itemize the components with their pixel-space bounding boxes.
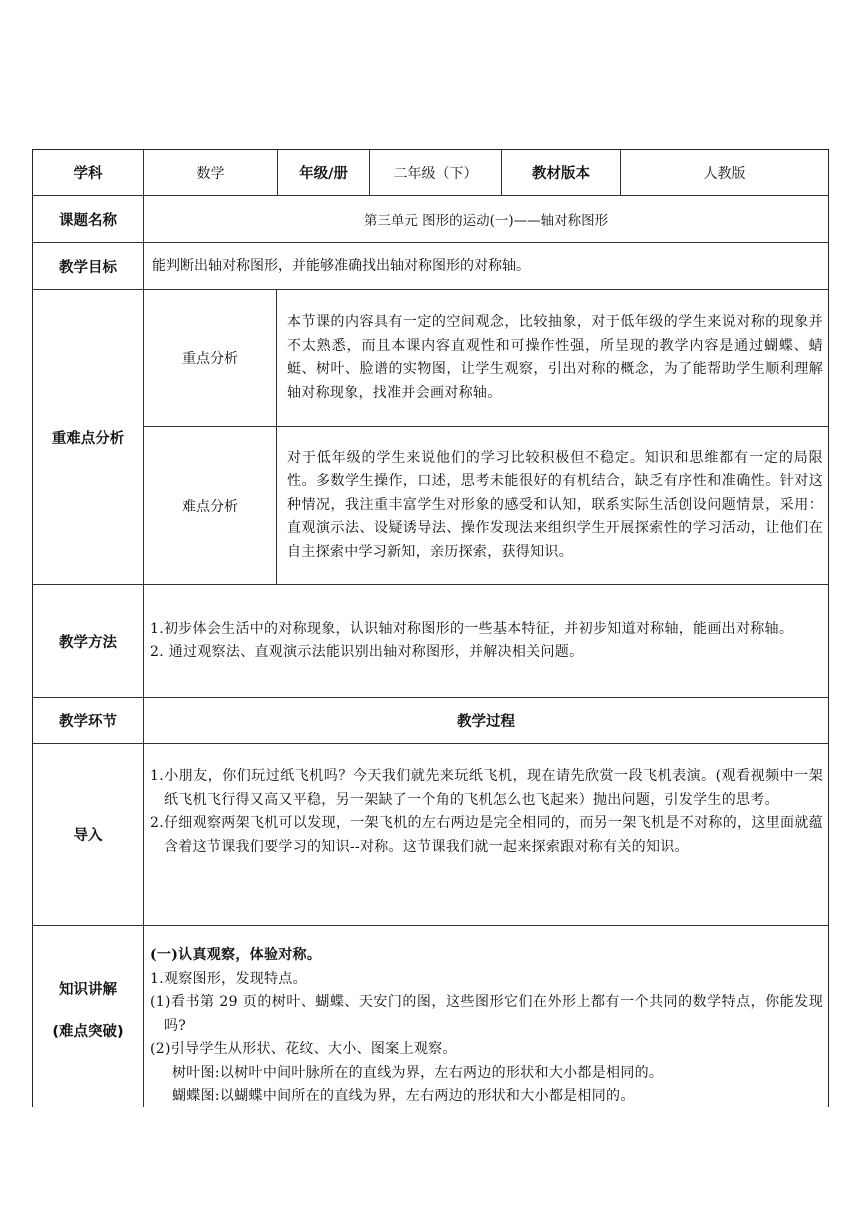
grade-value: 二年级（下） xyxy=(369,150,501,195)
key-analysis-label: 重点分析 xyxy=(182,351,238,367)
knowledge-line-4: 树叶图:以树叶中间叶脉所在的直线为界，左右两边的形状和大小都是相同的。 xyxy=(172,1064,664,1081)
knowledge-label-block xyxy=(33,978,143,1044)
method-cell xyxy=(143,585,828,697)
method-row xyxy=(33,585,828,698)
knowledge-cell xyxy=(143,926,828,1107)
stage-header: 教学环节 xyxy=(59,714,117,730)
goal-label: 教学目标 xyxy=(59,259,117,276)
knowledge-sub-label: (难点突破) xyxy=(52,1024,124,1040)
key-analysis-cell xyxy=(276,290,828,426)
knowledge-heading: (一)认真观察，体验对称。 xyxy=(150,947,322,963)
intro-row xyxy=(33,744,828,926)
subject-label: 学科 xyxy=(73,166,103,182)
subject-value: 数学 xyxy=(143,150,277,195)
intro-item-1: 1.小朋友，你们玩过纸飞机吗？今天我们就先来玩纸飞机，现在请先欣赏一段飞机表演。(观看视频中一架纸飞机飞行得又高又平稳，另一架缺了一个角的飞机怎么也飞起来）抛出问题，引发学生的思考。 xyxy=(150,768,823,808)
edition-value: 人教版 xyxy=(620,150,828,195)
key-analysis-block xyxy=(143,290,828,427)
difficult-analysis-block xyxy=(143,427,828,584)
method-item-2: 2. 通过观察法、直观演示法能识别出轴对称图形，并解决相关问题。 xyxy=(150,644,584,660)
knowledge-row xyxy=(33,926,828,1107)
knowledge-line-1: 1.观察图形，发现特点。 xyxy=(150,970,307,987)
lesson-plan-table xyxy=(32,149,829,1107)
analysis-row xyxy=(33,290,828,585)
difficult-analysis-cell xyxy=(276,427,828,584)
intro-label: 导入 xyxy=(73,828,103,844)
topic-label: 课题名称 xyxy=(59,212,117,229)
difficult-analysis-text: 对于低年级的学生来说他们的学习比较积极但不稳定。知识和思维都有一定的局限性。多数学生操作，口述，思考未能很好的有机结合，缺乏有序性和准确性。针对这种情况，我注重丰富学生对形象的感受和认知，联系实际生活创设问题情景，采用：直观演示法、设疑诱导法、操作发现法来组织学生开展探索性的学习活动，让他们在自主探索中学习新知，亲历探索，获得知识。 xyxy=(287,449,823,560)
knowledge-line-5: 蝴蝶图:以蝴蝶中间所在的直线为界，左右两边的形状和大小都是相同的。 xyxy=(172,1088,635,1104)
topic-value: 第三单元 图形的运动(一)——轴对称图形 xyxy=(143,196,828,242)
knowledge-label: 知识讲解 xyxy=(59,982,117,998)
knowledge-line-3: (2)引导学生从形状、花纹、大小、图案上观察。 xyxy=(150,1041,457,1057)
method-item-1: 1.初步体会生活中的对称现象，认识轴对称图形的一些基本特征，并初步知道对称轴，能画出对称轴。 xyxy=(150,620,794,637)
process-header-row xyxy=(33,698,828,744)
goal-row xyxy=(33,243,828,290)
intro-item-2: 2.仔细观察两架飞机可以发现，一架飞机的左右两边是完全相同的，而另一架飞机是不对称的，这里面就蕴含着这节课我们要学习的知识--对称。这节课我们就一起来探索跟对称有关的知识。 xyxy=(150,815,823,855)
topic-row xyxy=(33,196,828,243)
knowledge-line-2: (1)看书第 29 页的树叶、蝴蝶、天安门的图，这些图形它们在外形上都有一个共同的数学特点，你能发现吗? xyxy=(150,994,823,1034)
intro-cell xyxy=(143,744,828,925)
goal-value: 能判断出轴对称图形，并能够准确找出轴对称图形的对称轴。 xyxy=(143,243,828,289)
process-header: 教学过程 xyxy=(143,698,828,743)
grade-label: 年级/册 xyxy=(277,150,369,195)
info-row xyxy=(33,150,828,196)
analysis-label: 重难点分析 xyxy=(51,430,125,447)
method-label: 教学方法 xyxy=(59,634,117,651)
key-analysis-text: 本节课的内容具有一定的空间观念，比较抽象，对于低年级的学生来说对称的现象并不太熟悉，而且本课内容直观性和可操作性强，所呈现的教学内容是通过蝴蝶、蜻蜓、树叶、脸谱的实物图，让学生观察，引出对称的概念，为了能帮助学生顺利理解轴对称现象，找准并会画对称轴。 xyxy=(287,314,823,401)
edition-label: 教材版本 xyxy=(501,150,620,195)
difficult-analysis-label: 难点分析 xyxy=(182,498,238,515)
